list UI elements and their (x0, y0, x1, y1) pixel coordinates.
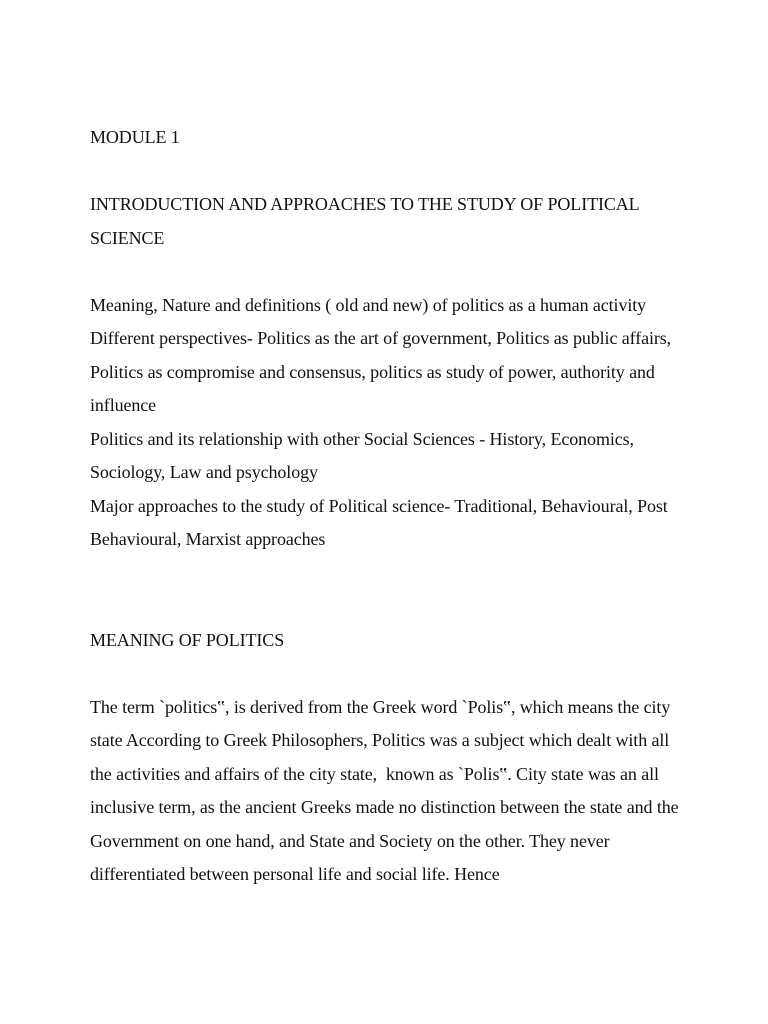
module-title: INTRODUCTION AND APPROACHES TO THE STUDY OF POLITICAL SCIENCE (90, 194, 644, 248)
module-heading: MODULE 1 (90, 127, 180, 147)
spacer (90, 255, 690, 289)
syllabus-item: Different perspectives- Politics as the art of government, Politics as public affairs, Politics as compromise and consensus, politics as study of power, authority and influence (90, 328, 676, 415)
spacer (90, 155, 690, 189)
section-heading: MEANING OF POLITICS (90, 629, 285, 650)
body-paragraph: The term `politics‟, is derived from the Greek word `Polis‟, which means the city state According to Greek Philosophers, Politics was a subject which dealt with all the activities and affairs of the city state, known as `Polis‟. City state was an all inclusive term, as the ancient Greeks made no distinction between the state and the Government on one hand, and State and Society on the other. They never differentiated between personal life and social life. Hence (90, 696, 683, 884)
syllabus-item: Meaning, Nature and definitions ( old and new) of politics as a human activity (90, 294, 647, 315)
spacer (90, 657, 690, 691)
syllabus-item: Major approaches to the study of Political science- Traditional, Behavioural, Post Behavioural, Marxist approaches (90, 495, 673, 549)
syllabus-item: Politics and its relationship with other Social Sciences - History, Economics, Sociology, Law and psychology (90, 428, 639, 482)
document-content (90, 121, 690, 892)
spacer (90, 557, 690, 624)
